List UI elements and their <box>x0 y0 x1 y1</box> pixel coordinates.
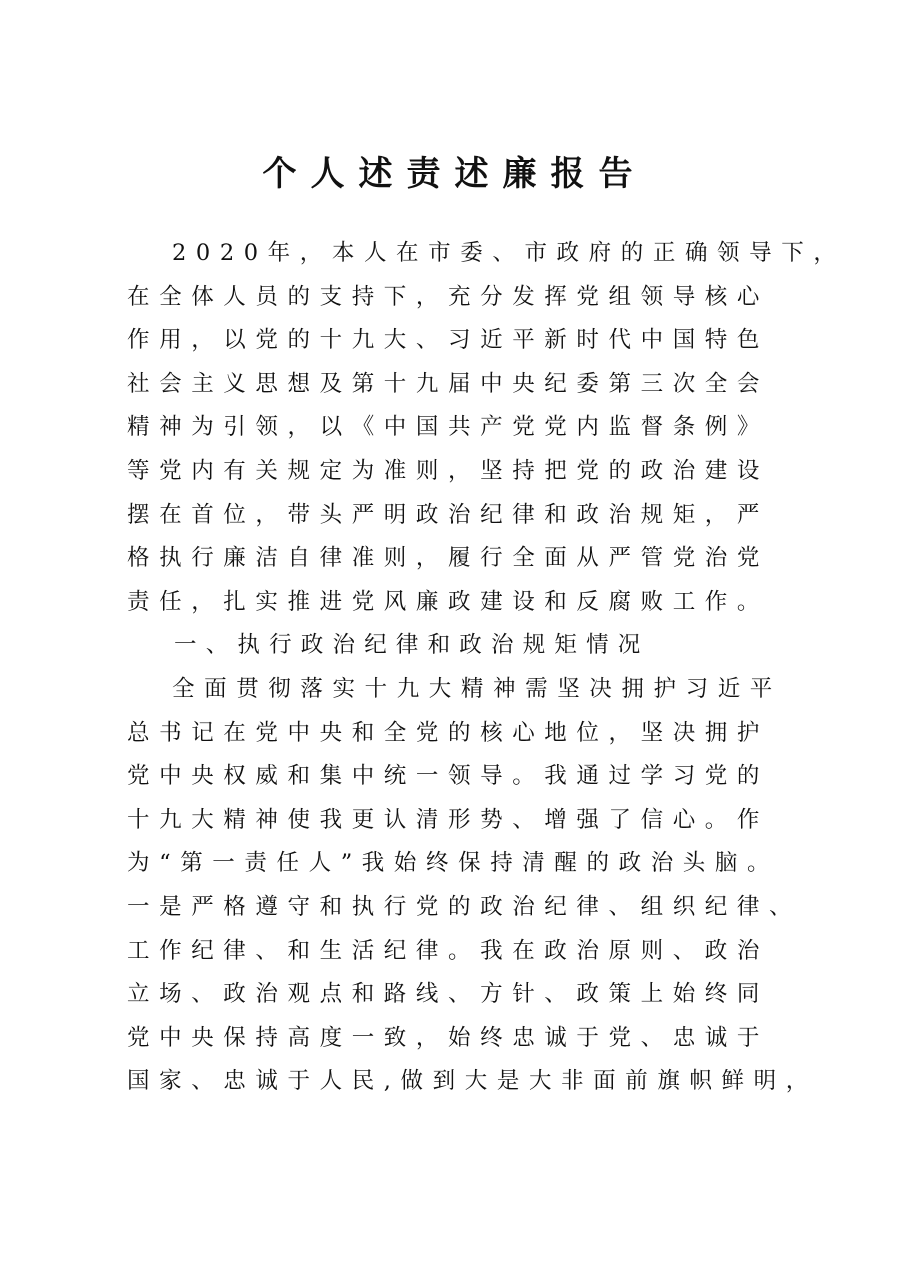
section-heading: 一、执行政治纪律和政治规矩情况 <box>174 632 650 659</box>
paragraph-line: 全面贯彻落实十九大精神需坚决拥护习近平 <box>172 675 782 702</box>
document-title: 个人述责述廉报告 <box>262 154 647 194</box>
paragraph-line: 格执行廉洁自律准则，履行全面从严管党治党 <box>127 545 770 572</box>
paragraph-line: 国家、忠诚于人民,做到大是大非面前旗帜鲜明， <box>127 1068 818 1095</box>
paragraph-line: 为“第一责任人”我始终保持清醒的政治头脑。 <box>127 850 780 877</box>
paragraph-line: 责任，扎实推进党风廉政建设和反腐败工作。 <box>127 588 770 615</box>
document-body <box>127 232 847 1104</box>
paragraph-line: 十九大精神使我更认清形势、增强了信心。作 <box>127 806 770 833</box>
paragraph-line: 总书记在党中央和全党的核心地位，坚决拥护 <box>127 719 770 746</box>
paragraph-line: 等党内有关规定为准则，坚持把党的政治建设 <box>127 457 770 484</box>
paragraph-line: 党中央保持高度一致，始终忠诚于党、忠诚于 <box>127 1024 770 1051</box>
paragraph-line: 立场、政治观点和路线、方针、政策上始终同 <box>127 981 770 1008</box>
paragraph-line: 摆在首位，带头严明政治纪律和政治规矩，严 <box>127 501 770 528</box>
paragraph-line: 一是严格遵守和执行党的政治纪律、组织纪律、 <box>127 893 802 920</box>
paragraph-line: 工作纪律、和生活纪律。我在政治原则、政治 <box>127 937 770 964</box>
paragraph-line: 精神为引领，以《中国共产党党内监督条例》 <box>127 414 770 441</box>
paragraph-line: 社会主义思想及第十九届中央纪委第三次全会 <box>127 370 770 397</box>
paragraph-line: 作用，以党的十九大、习近平新时代中国特色 <box>127 327 770 354</box>
paragraph-line: 在全体人员的支持下，充分发挥党组领导核心 <box>127 283 770 310</box>
paragraph-line: 2020年，本人在市委、市政府的正确领导下， <box>172 240 846 266</box>
paragraph-line: 党中央权威和集中统一领导。我通过学习党的 <box>127 763 770 790</box>
